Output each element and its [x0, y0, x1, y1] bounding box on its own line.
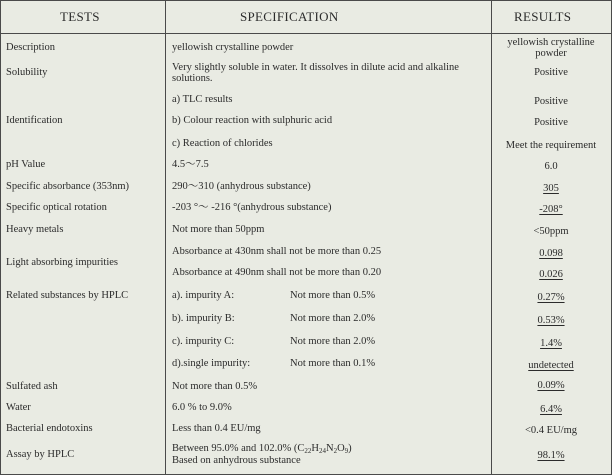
test-sulfated-ash: Sulfated ash: [6, 381, 58, 392]
impurity-result: 0.53%: [537, 315, 565, 326]
spec-identification-b: b) Colour reaction with sulphuric acid: [172, 115, 333, 126]
spec-endotoxins: Less than 0.4 EU/mg: [172, 423, 261, 434]
result-absorbance: 305: [543, 183, 559, 194]
assay-formula-prefix: Between 95.0% and 102.0% (C: [172, 443, 305, 454]
impurity-name: c). impurity C:: [172, 336, 235, 347]
result-identification-b: Positive: [534, 117, 568, 128]
test-heavy-metals: Heavy metals: [6, 224, 64, 235]
header-specification: SPECIFICATION: [240, 9, 339, 24]
test-absorbance: Specific absorbance (353nm): [6, 181, 130, 192]
result-identification-c: Meet the requirement: [505, 140, 597, 151]
spec-solubility-line1: Very slightly soluble in water. It dissolves in dilute acid and alkaline: [172, 62, 459, 73]
result-water: 6.4%: [540, 404, 562, 415]
spec-solubility-line2: solutions.: [172, 73, 213, 84]
test-endotoxins: Bacterial endotoxins: [6, 423, 93, 434]
spec-ph: 4.5～7.5: [172, 159, 209, 170]
impurity-name: a). impurity A:: [172, 290, 235, 301]
rule: [165, 0, 166, 475]
spec-sulfated-ash: Not more than 0.5%: [172, 381, 258, 392]
rule: [0, 33, 612, 34]
impurity-limit: Not more than 2.0%: [290, 313, 376, 324]
result-ph: 6.0: [544, 161, 558, 172]
impurity-result: 0.27%: [537, 292, 565, 303]
spec-identification-a: a) TLC results: [172, 94, 233, 105]
result-heavy-metals: <50ppm: [533, 226, 569, 237]
test-identification: Identification: [6, 115, 63, 126]
test-light-absorbing: Light absorbing impurities: [6, 257, 118, 268]
rule: [0, 0, 612, 1]
header-tests: TESTS: [60, 9, 100, 24]
result-identification-a: Positive: [534, 96, 568, 107]
result-solubility: Positive: [534, 67, 568, 78]
test-solubility: Solubility: [6, 67, 48, 78]
test-assay: Assay by HPLC: [6, 449, 75, 460]
formula-element: O: [337, 443, 345, 454]
formula-subscript: 9: [344, 447, 349, 455]
impurity-result: undetected: [528, 360, 574, 371]
test-water: Water: [6, 402, 31, 413]
result-light-430: 0.098: [539, 248, 563, 259]
result-description-line2: powder: [535, 48, 567, 59]
impurity-limit: Not more than 0.5%: [290, 290, 376, 301]
header-results: RESULTS: [514, 9, 572, 24]
result-assay: 98.1%: [537, 450, 565, 461]
spec-assay-line2: Based on anhydrous substance: [172, 455, 301, 466]
formula-subscript: 2: [333, 447, 338, 455]
impurity-limit: Not more than 0.1%: [290, 358, 376, 369]
impurity-limit: Not more than 2.0%: [290, 336, 376, 347]
test-description: Description: [6, 42, 55, 53]
result-light-490: 0.026: [539, 269, 563, 280]
result-description-line1: yellowish crystalline: [507, 37, 595, 48]
spec-water: 6.0 % to 9.0%: [172, 402, 232, 413]
spec-light-430: Absorbance at 430nm shall not be more than 0.25: [172, 246, 382, 257]
test-related-substances: Related substances by HPLC: [6, 290, 129, 301]
result-rotation: -208°: [539, 204, 563, 215]
spec-description: yellowish crystalline powder: [172, 42, 294, 53]
formula-element: N: [325, 443, 334, 454]
spec-assay-line1: [172, 443, 352, 454]
spec-heavy-metals: Not more than 50ppm: [172, 224, 265, 235]
spec-identification-c: c) Reaction of chlorides: [172, 138, 273, 149]
formula-element: H: [311, 443, 319, 454]
formula-subscript: 22: [304, 447, 312, 455]
result-sulfated-ash: 0.09%: [537, 380, 565, 391]
spec-absorbance: 290～310 (anhydrous substance): [172, 181, 311, 192]
rule: [0, 0, 1, 475]
test-ph: pH Value: [6, 159, 46, 170]
spec-rotation: -203 °～ -216 °(anhydrous substance): [172, 202, 332, 213]
result-endotoxins: <0.4 EU/mg: [524, 425, 577, 436]
test-rotation: Specific optical rotation: [6, 202, 107, 213]
impurity-name: d).single impurity:: [172, 358, 251, 369]
formula-subscript: 24: [318, 447, 326, 455]
impurity-name: b). impurity B:: [172, 313, 235, 324]
formula-close: ): [348, 443, 352, 454]
impurity-result: 1.4%: [540, 338, 562, 349]
spec-light-490: Absorbance at 490nm shall not be more than 0.20: [172, 267, 382, 278]
